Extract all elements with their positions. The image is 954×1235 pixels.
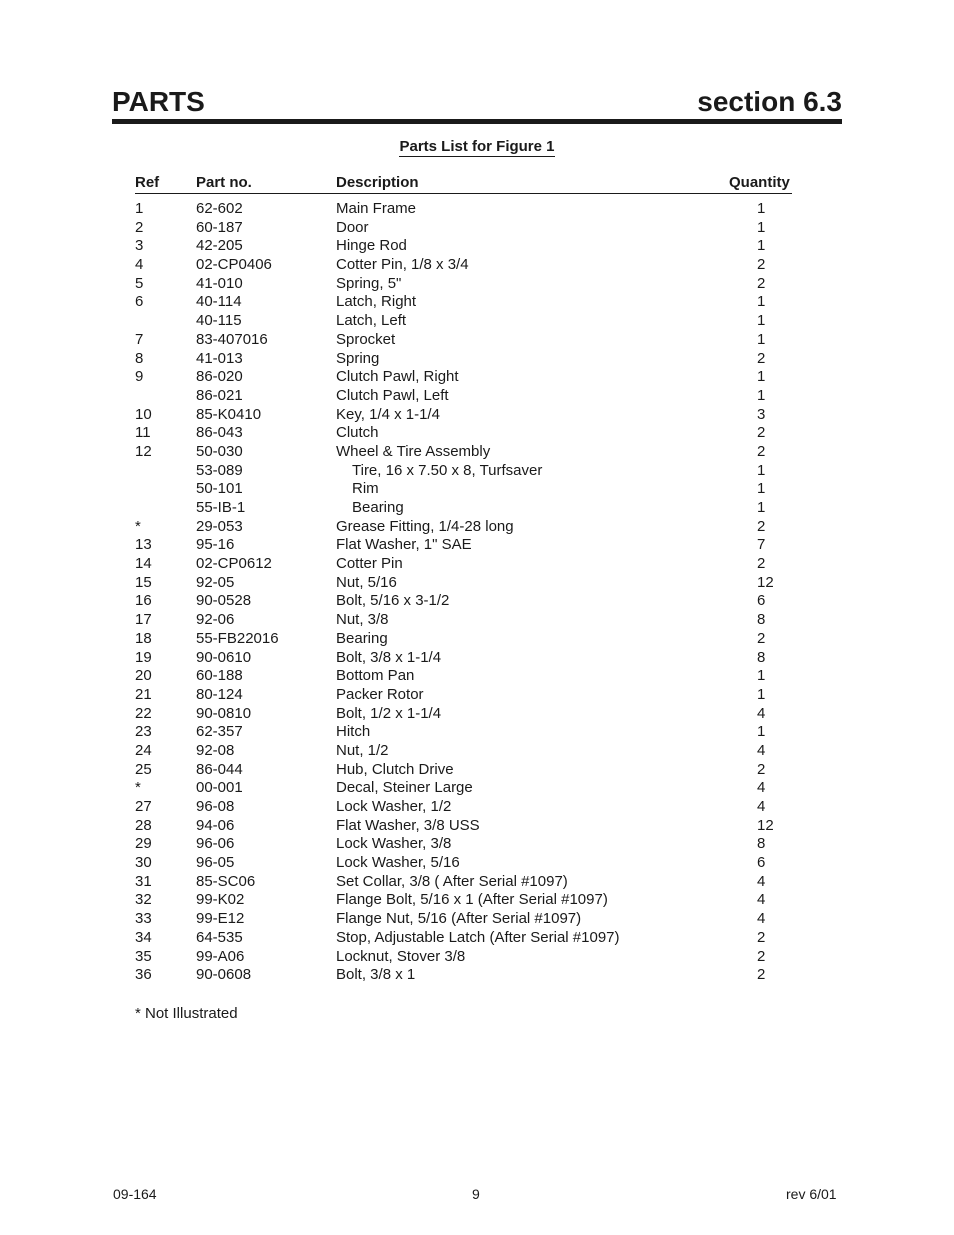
part-number-cell: 92-05 [196,573,235,591]
description-cell: Spring, 5" [336,274,402,292]
table-row [0,779,954,798]
quantity-cell: 2 [757,256,766,274]
description-cell: Clutch Pawl, Left [336,386,449,404]
table-row [0,948,954,967]
part-number-cell: 90-0610 [196,648,252,666]
ref-cell: 23 [135,723,152,741]
part-number-cell: 99-A06 [196,947,245,965]
table-row [0,350,954,369]
part-number-cell: 99-E12 [196,910,245,928]
quantity-cell: 1 [757,499,766,516]
quantity-cell: 1 [757,667,766,685]
ref-cell: 20 [135,667,152,685]
part-number-cell: 90-0810 [196,704,252,722]
table-row [0,966,954,985]
ref-cell: 1 [135,200,144,217]
quantity-cell: 2 [757,629,766,647]
description-cell: Bottom Pan [336,667,415,685]
part-number-cell: 96-08 [196,798,235,815]
part-number-cell: 86-043 [196,424,243,442]
column-header-part: Part no. [196,174,252,191]
description-cell: Bearing [336,629,388,647]
description-cell: Flat Washer, 1" SAE [336,536,472,554]
ref-cell: 17 [135,611,152,629]
table-row [0,518,954,537]
table-row [0,649,954,668]
description-cell: Flange Bolt, 5/16 x 1 (After Serial #1097) [336,891,608,909]
part-number-cell: 02-CP0406 [196,256,272,274]
part-number-cell: 60-188 [196,667,243,685]
ref-cell: 36 [135,966,152,984]
quantity-cell: 6 [757,854,766,872]
table-row [0,480,954,499]
description-cell: Key, 1/4 x 1-1/4 [336,405,440,423]
description-cell: Clutch Pawl, Right [336,368,459,386]
ref-cell: 31 [135,872,152,890]
ref-cell: 34 [135,928,152,946]
quantity-cell: 4 [757,779,766,797]
table-row [0,275,954,294]
parts-table [0,200,954,985]
ref-cell: 18 [135,629,152,647]
part-number-cell: 90-0608 [196,966,252,984]
table-row [0,705,954,724]
quantity-cell: 1 [757,237,766,255]
part-number-cell: 40-115 [196,312,242,330]
part-number-cell: 42-205 [196,237,243,255]
description-cell: Lock Washer, 5/16 [336,854,460,872]
description-cell: Nut, 5/16 [336,573,397,591]
part-number-cell: 80-124 [196,685,243,703]
part-number-cell: 92-08 [196,741,235,759]
part-number-cell: 86-044 [196,760,243,778]
quantity-cell: 2 [757,555,766,573]
ref-cell: * [135,779,141,797]
part-number-cell: 85-SC06 [196,872,256,890]
ref-cell: 6 [135,293,144,311]
table-row [0,387,954,406]
part-number-cell: 90-0528 [196,592,252,610]
description-cell: Clutch [336,424,379,442]
description-cell: Bolt, 1/2 x 1-1/4 [336,704,442,722]
header-title-left: PARTS [112,86,205,117]
description-cell: Hinge Rod [336,237,407,255]
description-cell: Flat Washer, 3/8 USS [336,816,480,834]
table-row [0,219,954,238]
description-cell: Spring [336,349,380,367]
description-cell: Decal, Steiner Large [336,779,473,797]
quantity-cell: 2 [757,760,766,778]
quantity-cell: 4 [757,872,766,890]
table-row [0,817,954,836]
table-row [0,686,954,705]
quantity-cell: 1 [757,330,766,348]
ref-cell: 21 [135,685,152,703]
ref-cell: 19 [135,648,152,666]
description-cell: Latch, Left [336,312,407,330]
table-row [0,873,954,892]
table-row [0,462,954,481]
part-number-cell: 92-06 [196,611,235,629]
quantity-cell: 2 [757,928,766,946]
table-row [0,331,954,350]
ref-cell: 30 [135,854,152,872]
table-row [0,536,954,555]
quantity-cell: 1 [757,386,766,404]
part-number-cell: 53-089 [196,461,243,479]
quantity-cell: 1 [757,293,766,311]
part-number-cell: 29-053 [196,517,243,535]
quantity-cell: 1 [757,685,766,703]
description-cell: Packer Rotor [336,685,424,703]
description-cell: Bolt, 3/8 x 1 [336,966,416,984]
description-cell: Nut, 1/2 [336,741,389,759]
column-header-rule [135,193,792,194]
quantity-cell: 4 [757,741,766,759]
description-cell: Cotter Pin, 1/8 x 3/4 [336,256,469,274]
table-row [0,798,954,817]
quantity-cell: 12 [757,816,774,834]
part-number-cell: 62-357 [196,723,243,741]
table-row [0,891,954,910]
ref-cell: 24 [135,741,152,759]
table-row [0,368,954,387]
ref-cell: 7 [135,330,144,348]
table-row [0,574,954,593]
description-cell: Lock Washer, 1/2 [336,798,452,815]
table-row [0,723,954,742]
part-number-cell: 50-030 [196,442,243,460]
quantity-cell: 8 [757,835,766,853]
quantity-cell: 4 [757,910,766,928]
ref-cell: 10 [135,405,152,423]
quantity-cell: 1 [757,368,766,386]
part-number-cell: 94-06 [196,816,235,834]
table-row [0,742,954,761]
table-row [0,910,954,929]
ref-cell: 29 [135,835,152,853]
description-cell: Tire, 16 x 7.50 x 8, Turfsaver [352,461,543,479]
ref-cell: 8 [135,349,144,367]
description-cell: Bolt, 3/8 x 1-1/4 [336,648,442,666]
table-row [0,424,954,443]
quantity-cell: 4 [757,704,766,722]
part-number-cell: 83-407016 [196,330,268,348]
description-cell: Cotter Pin [336,555,403,573]
quantity-cell: 2 [757,349,766,367]
quantity-cell: 4 [757,891,766,909]
table-row [0,256,954,275]
quantity-cell: 7 [757,536,766,554]
description-cell: Lock Washer, 3/8 [336,835,452,853]
quantity-cell: 1 [757,461,766,479]
quantity-cell: 2 [757,517,766,535]
footnote: * Not Illustrated [135,1005,238,1022]
ref-cell: 28 [135,816,152,834]
quantity-cell: 8 [757,611,766,629]
ref-cell: 14 [135,555,152,573]
part-number-cell: 99-K02 [196,891,245,909]
ref-cell: 35 [135,947,152,965]
part-number-cell: 55-IB-1 [196,499,246,516]
table-row [0,854,954,873]
table-row [0,200,954,219]
description-cell: Latch, Right [336,293,417,311]
table-row [0,630,954,649]
part-number-cell: 64-535 [196,928,243,946]
header-rule [112,119,842,124]
part-number-cell: 95-16 [196,536,235,554]
table-row [0,761,954,780]
footer-revision: rev 6/01 [786,1186,837,1202]
footer-doc-number: 09-164 [113,1186,157,1202]
description-cell: Rim [352,480,379,498]
description-cell: Grease Fitting, 1/4-28 long [336,517,514,535]
quantity-cell: 1 [757,312,766,330]
description-cell: Flange Nut, 5/16 (After Serial #1097) [336,910,582,928]
quantity-cell: 8 [757,648,766,666]
ref-cell: * [135,517,141,535]
ref-cell: 12 [135,442,152,460]
description-cell: Hitch [336,723,371,741]
quantity-cell: 4 [757,798,766,815]
ref-cell: 4 [135,256,144,274]
parts-list-title [0,138,954,156]
part-number-cell: 96-05 [196,854,235,872]
description-cell: Main Frame [336,200,417,217]
table-row [0,499,954,518]
parts-list-title-text: Parts List for Figure 1 [399,138,555,155]
ref-cell: 22 [135,704,152,722]
page-header [112,84,842,120]
part-number-cell: 85-K0410 [196,405,262,423]
description-cell: Door [336,218,369,236]
ref-cell: 15 [135,573,152,591]
ref-cell: 11 [135,424,151,442]
ref-cell: 32 [135,891,152,909]
quantity-cell: 6 [757,592,766,610]
description-cell: Bearing [352,499,404,516]
description-cell: Set Collar, 3/8 ( After Serial #1097) [336,872,568,890]
part-number-cell: 40-114 [196,293,242,311]
ref-cell: 2 [135,218,144,236]
table-row [0,835,954,854]
quantity-cell: 1 [757,480,766,498]
description-cell: Locknut, Stover 3/8 [336,947,466,965]
table-row [0,406,954,425]
part-number-cell: 60-187 [196,218,243,236]
description-cell: Wheel & Tire Assembly [336,442,491,460]
table-row [0,443,954,462]
quantity-cell: 3 [757,405,766,423]
ref-cell: 16 [135,592,152,610]
column-header-quantity: Quantity [729,174,790,191]
part-number-cell: 86-020 [196,368,243,386]
ref-cell: 27 [135,798,152,815]
part-number-cell: 00-001 [196,779,243,797]
table-row [0,555,954,574]
description-cell: Bolt, 5/16 x 3-1/2 [336,592,450,610]
ref-cell: 25 [135,760,152,778]
part-number-cell: 62-602 [196,200,243,217]
table-row [0,611,954,630]
table-row [0,312,954,331]
quantity-cell: 1 [757,200,766,217]
description-cell: Sprocket [336,330,396,348]
quantity-cell: 12 [757,573,774,591]
quantity-cell: 2 [757,947,766,965]
table-row [0,929,954,948]
quantity-cell: 2 [757,424,766,442]
quantity-cell: 2 [757,966,766,984]
footer-page-number: 9 [472,1186,480,1202]
quantity-cell: 1 [757,218,766,236]
part-number-cell: 96-06 [196,835,235,853]
table-row [0,592,954,611]
part-number-cell: 41-010 [196,274,243,292]
ref-cell: 5 [135,274,144,292]
ref-cell: 13 [135,536,152,554]
table-row [0,293,954,312]
ref-cell: 9 [135,368,144,386]
quantity-cell: 2 [757,442,766,460]
part-number-cell: 50-101 [196,480,243,498]
description-cell: Hub, Clutch Drive [336,760,454,778]
header-title-right: section 6.3 [697,86,842,117]
ref-cell: 3 [135,237,144,255]
description-cell: Nut, 3/8 [336,611,389,629]
part-number-cell: 86-021 [196,386,243,404]
column-header-description: Description [336,174,419,191]
part-number-cell: 02-CP0612 [196,555,272,573]
quantity-cell: 2 [757,274,766,292]
description-cell: Stop, Adjustable Latch (After Serial #1097) [336,928,620,946]
column-header-ref: Ref [135,174,160,191]
table-row [0,667,954,686]
table-row [0,237,954,256]
ref-cell: 33 [135,910,152,928]
quantity-cell: 1 [757,723,766,741]
part-number-cell: 55-FB22016 [196,629,279,647]
part-number-cell: 41-013 [196,349,243,367]
